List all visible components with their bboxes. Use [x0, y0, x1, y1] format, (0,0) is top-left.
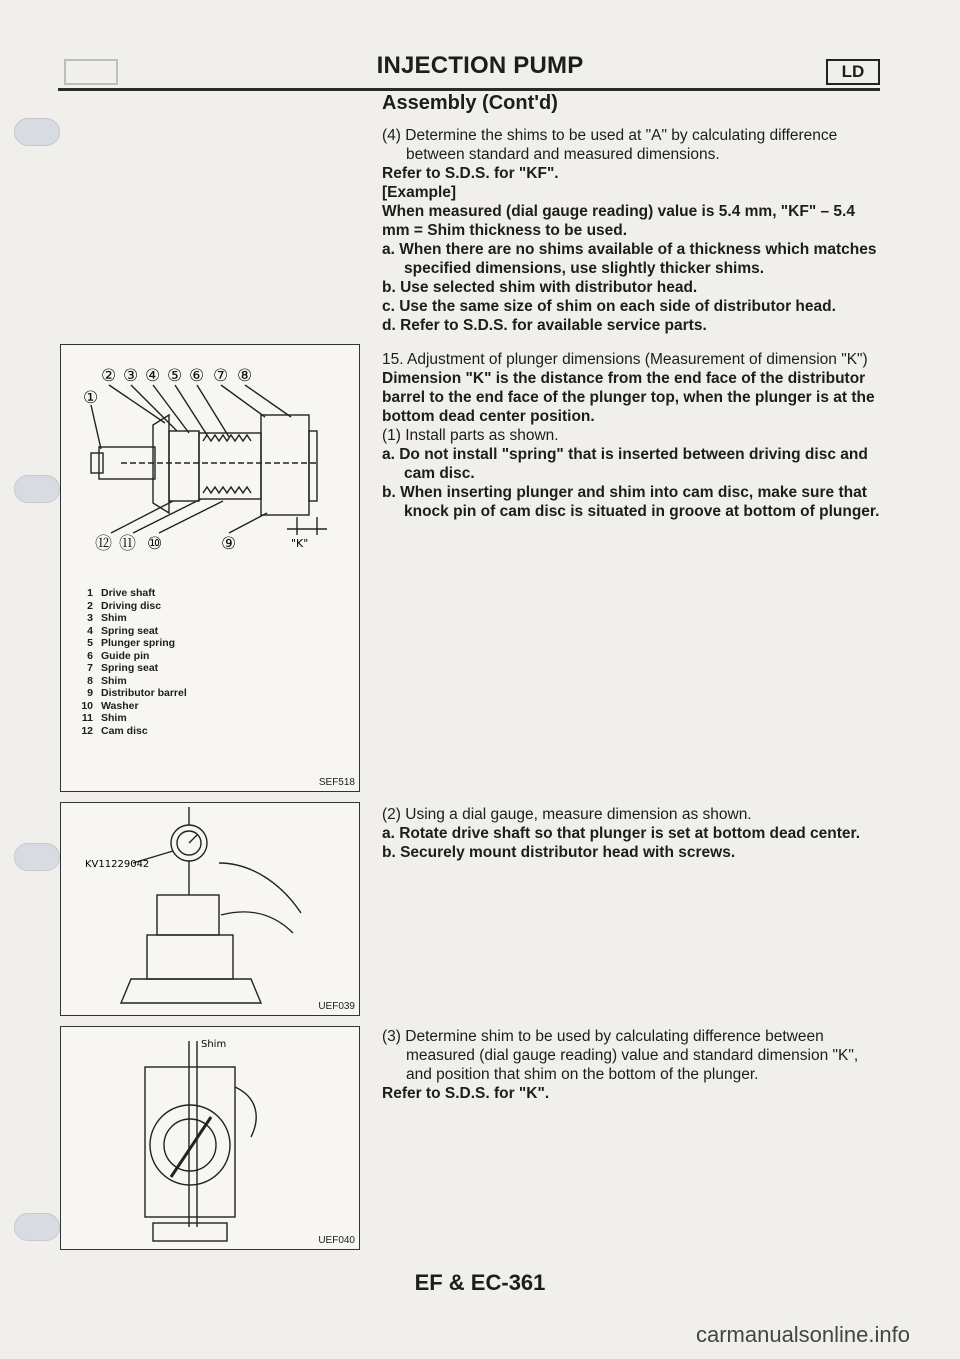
- plunger-assembly-diagram: [61, 345, 359, 585]
- figure-code: UEF039: [318, 1001, 355, 1012]
- callout-8: ⑧: [237, 366, 253, 386]
- legend-item: 4 Spring seat: [87, 624, 159, 637]
- legend-item: 5 Plunger spring: [87, 637, 176, 649]
- legend-item: 9 Distributor barrel: [87, 687, 187, 699]
- legend-item: 11 Shim: [81, 712, 127, 724]
- section-title: Assembly (Cont'd): [382, 92, 558, 114]
- note-a: a. When there are no shims available of a thickness which matches specified dimensions, use slightly thicker shims.: [382, 241, 877, 277]
- legend-item: 7 Spring seat: [87, 662, 159, 674]
- note-d: d. Refer to S.D.S. for available service parts.: [382, 317, 707, 334]
- callout-12: ⑫: [95, 534, 112, 554]
- dial-gauge-diagram: [61, 803, 359, 1015]
- text-block-shims: [382, 126, 880, 335]
- text-block-plunger: [382, 350, 880, 521]
- callout-4: ④: [145, 366, 161, 386]
- note-b: b. Securely mount distributor head with screws.: [382, 844, 736, 861]
- page-title: INJECTION PUMP: [376, 52, 584, 79]
- step-1: (1) Install parts as shown.: [382, 427, 559, 444]
- tool-label: KV11229042: [85, 859, 150, 870]
- example-text: When measured (dial gauge reading) value is 5.4 mm, "KF" – 5.4 mm = Shim thickness to be used.: [382, 203, 855, 239]
- text-block-shim-select: [382, 1027, 880, 1103]
- callout-9: ⑨: [221, 534, 237, 554]
- callout-2: ②: [101, 366, 117, 386]
- note-a: a. Rotate drive shaft so that plunger is set at bottom dead center.: [382, 825, 861, 842]
- binder-hole: [14, 843, 60, 871]
- shim-position-diagram: [61, 1027, 359, 1249]
- legend-item: 8 Shim: [87, 674, 127, 687]
- legend-item: 6 Guide pin: [87, 649, 150, 662]
- text-block-dial-gauge: [382, 805, 880, 862]
- binder-hole: [14, 475, 60, 503]
- step-2: (2) Using a dial gauge, measure dimension as shown.: [382, 806, 752, 823]
- header-rule: [58, 88, 880, 91]
- callout-5: ⑤: [167, 366, 183, 386]
- legend-item: 2 Driving disc: [87, 599, 162, 612]
- page-number: EF & EC-361: [414, 1270, 546, 1295]
- shim-label: Shim: [201, 1039, 227, 1050]
- legend-item: 3 Shim: [87, 612, 127, 624]
- note-a: a. Do not install "spring" that is inserted between driving disc and cam disc.: [382, 446, 868, 482]
- refer-kf: Refer to S.D.S. for "KF".: [382, 165, 559, 182]
- figure-plunger-assembly: [60, 344, 360, 792]
- legend-item: 12 Cam disc: [81, 724, 148, 737]
- figure-shim-position: [60, 1026, 360, 1250]
- note-c: c. Use the same size of shim on each side of distributor head.: [382, 298, 836, 315]
- binder-hole: [14, 1213, 60, 1241]
- note-b: b. Use selected shim with distributor head.: [382, 279, 698, 296]
- callout-3: ③: [123, 366, 139, 386]
- watermark: carmanualsonline.info: [695, 1322, 910, 1347]
- figure-code: SEF518: [318, 777, 355, 788]
- figure-dial-gauge: [60, 802, 360, 1016]
- legend-item: 10 Washer: [81, 699, 139, 712]
- callout-10: ⑩: [147, 534, 163, 554]
- section-code-box: LD: [826, 59, 880, 85]
- dimension-k-definition: Dimension "K" is the distance from the end face of the distributor barrel to the end face of the plunger top, when the plunger is at the bottom dead center position.: [382, 370, 875, 425]
- example-label: [Example]: [382, 184, 457, 201]
- figure-legend: [77, 587, 187, 737]
- callout-11: ⑪: [119, 534, 136, 554]
- figure-code: UEF040: [318, 1235, 355, 1246]
- k-dimension-label: "K": [291, 537, 309, 550]
- legend-item: 1 Drive shaft: [87, 587, 156, 599]
- callout-1: ①: [83, 388, 99, 408]
- binder-hole: [14, 118, 60, 146]
- step-3: (3) Determine shim to be used by calculating difference between measured (dial gauge reading) value and standard dimension "K", and position that shim on the bottom of the plunger.: [382, 1028, 859, 1083]
- step-15: 15. Adjustment of plunger dimensions (Measurement of dimension "K"): [382, 351, 868, 368]
- callout-6: ⑥: [189, 366, 205, 386]
- step-4: (4) Determine the shims to be used at "A" by calculating difference between standard and measured dimensions.: [382, 127, 838, 163]
- callout-7: ⑦: [213, 366, 229, 386]
- note-b: b. When inserting plunger and shim into cam disc, make sure that knock pin of cam disc is situated in groove at bottom of plunger.: [382, 484, 880, 520]
- refer-k: Refer to S.D.S. for "K".: [382, 1085, 550, 1102]
